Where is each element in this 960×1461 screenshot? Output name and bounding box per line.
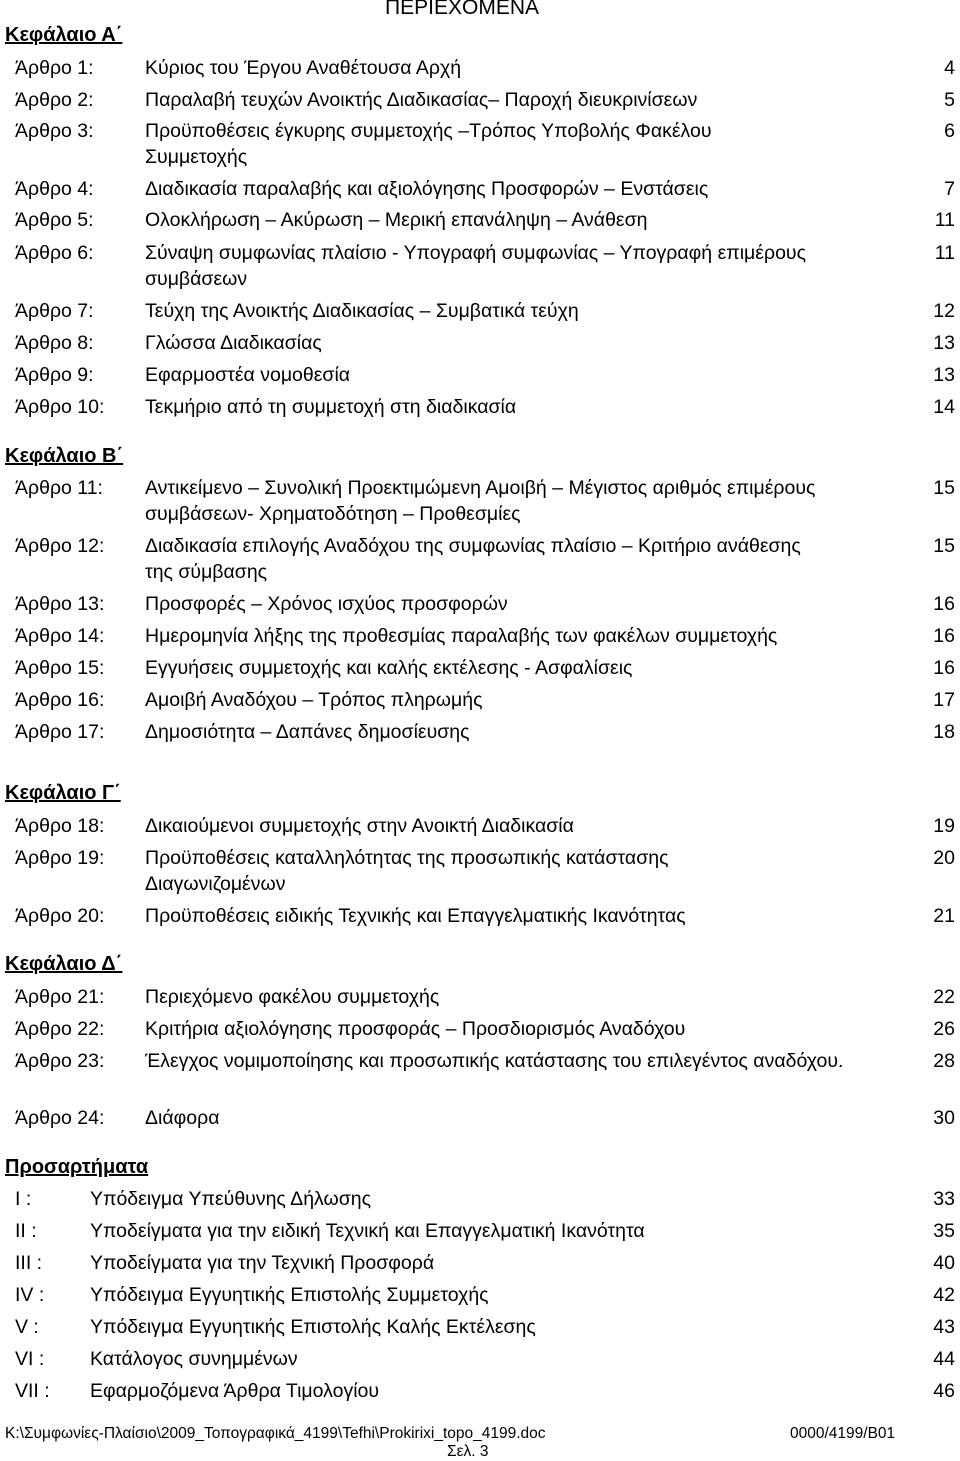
- page-number: 13: [933, 364, 955, 386]
- page-number: 43: [933, 1316, 955, 1338]
- article-title: Προσφορές – Χρόνος ισχύος προσφορών: [145, 593, 508, 615]
- article-title: Δικαιούμενοι συμμετοχής στην Ανοικτή Διαδικασία: [145, 815, 574, 837]
- page-number: 40: [933, 1252, 955, 1274]
- article-number: Άρθρο 9:: [15, 364, 94, 386]
- page-number: 17: [933, 689, 955, 711]
- page-number: 20: [933, 847, 955, 869]
- page-number: 6: [944, 120, 955, 142]
- article-number: Άρθρο 1:: [15, 57, 94, 79]
- page-number: 26: [933, 1018, 955, 1040]
- footer-document-code: 0000/4199/Β01: [790, 1425, 896, 1442]
- article-number: Άρθρο 6:: [15, 242, 94, 264]
- article-number: Άρθρο 20:: [15, 905, 105, 927]
- article-title: Προϋποθέσεις ειδικής Τεχνικής και Επαγγελματικής Ικανότητας: [145, 905, 686, 927]
- appendix-title: Εφαρμοζόμενα Άρθρα Τιμολογίου: [90, 1380, 380, 1402]
- article-title: Προϋποθέσεις έγκυρης συμμετοχής –Τρόπος Υποβολής Φακέλου Συμμετοχής: [145, 120, 712, 168]
- page-number: 35: [933, 1220, 955, 1242]
- article-number: Άρθρο 7:: [15, 300, 94, 322]
- article-title: Δημοσιότητα – Δαπάνες δημοσίευσης: [145, 721, 470, 743]
- page-number: 5: [944, 89, 955, 111]
- appendix-title: Υποδείγματα για την ειδική Τεχνική και Επαγγελματική Ικανότητα: [90, 1220, 645, 1242]
- article-title: Κριτήρια αξιολόγησης προσφοράς – Προσδιορισμός Αναδόχου: [145, 1018, 686, 1040]
- article-title: Παραλαβή τευχών Ανοικτής Διαδικασίας– Παροχή διευκρινίσεων: [145, 89, 698, 111]
- article-number: Άρθρο 21:: [15, 986, 105, 1008]
- page-number: 11: [934, 242, 955, 264]
- article-title: Εγγυήσεις συμμετοχής και καλής εκτέλεσης - Ασφαλίσεις: [145, 657, 633, 679]
- article-number: Άρθρο 11:: [15, 477, 103, 499]
- page-title: ΠΕΡΙΕΧΟΜΕΝΑ: [385, 0, 540, 19]
- article-title: Έλεγχος νομιμοποίησης και προσωπικής κατάστασης του επιλεγέντος αναδόχου.: [145, 1050, 844, 1072]
- page-number: 11: [934, 209, 955, 231]
- article-title: Ολοκλήρωση – Ακύρωση – Μερική επανάληψη – Ανάθεση: [145, 209, 648, 231]
- page-number: 42: [933, 1284, 955, 1306]
- article-title: Τεκμήριο από τη συμμετοχή στη διαδικασία: [145, 396, 517, 418]
- appendix-number: ΙV :: [15, 1284, 45, 1306]
- page-number: 46: [933, 1380, 955, 1402]
- appendix-number: V :: [15, 1316, 39, 1338]
- page-number: 19: [933, 815, 955, 837]
- article-number: Άρθρο 12:: [15, 535, 105, 557]
- page-number: 18: [933, 721, 955, 743]
- page-number: 4: [944, 57, 955, 79]
- appendix-title: Υπόδειγμα Εγγυητικής Επιστολής Συμμετοχής: [90, 1284, 489, 1306]
- article-number: Άρθρο 19:: [15, 847, 105, 869]
- article-title: Αμοιβή Αναδόχου – Τρόπος πληρωμής: [145, 689, 483, 711]
- page-number: 15: [933, 535, 955, 557]
- appendix-number: Ι :: [15, 1188, 32, 1210]
- page-number: 16: [933, 657, 955, 679]
- article-title: Προϋποθέσεις καταλληλότητας της προσωπικής κατάστασης Διαγωνιζομένων: [145, 847, 669, 895]
- article-title: Διαδικασία παραλαβής και αξιολόγησης Προσφορών – Ενστάσεις: [145, 178, 709, 200]
- page-number: 21: [933, 905, 955, 927]
- chapter-a-heading: Κεφάλαιο Α΄: [5, 24, 123, 46]
- appendix-title: Υπόδειγμα Εγγυητικής Επιστολής Καλής Εκτέλεσης: [90, 1316, 536, 1338]
- article-title: Διάφορα: [145, 1107, 220, 1129]
- page-number: 13: [933, 332, 955, 354]
- footer-page-number: Σελ. 3: [447, 1443, 489, 1460]
- article-title: Γλώσσα Διαδικασίας: [145, 332, 322, 354]
- article-number: Άρθρο 16:: [15, 689, 105, 711]
- page-number: 28: [933, 1050, 955, 1072]
- article-number: Άρθρο 18:: [15, 815, 105, 837]
- appendix-number: ΙΙΙ :: [15, 1252, 43, 1274]
- page-number: 30: [933, 1107, 955, 1129]
- footer-file-path: K:\Συμφωνίες-Πλαίσιο\2009_Τοπογραφικά_4199\Tefhi\Prokirixi_topo_4199.doc: [5, 1425, 546, 1442]
- page-number: 33: [933, 1188, 955, 1210]
- article-title: Τεύχη της Ανοικτής Διαδικασίας – Συμβατικά τεύχη: [145, 300, 579, 322]
- article-number: Άρθρο 10:: [15, 396, 105, 418]
- article-number: Άρθρο 15:: [15, 657, 105, 679]
- article-title: Σύναψη συμφωνίας πλαίσιο - Υπογραφή συμφωνίας – Υπογραφή επιμέρους συμβάσεων: [145, 242, 806, 290]
- page-number: 44: [933, 1348, 955, 1370]
- article-number: Άρθρο 4:: [15, 178, 94, 200]
- chapter-c-heading: Κεφάλαιο Γ΄: [5, 782, 121, 804]
- page-number: 15: [933, 477, 955, 499]
- article-number: Άρθρο 23:: [15, 1050, 105, 1072]
- article-number: Άρθρο 5:: [15, 209, 94, 231]
- page-number: 12: [933, 300, 955, 322]
- page-number: 7: [944, 178, 955, 200]
- appendix-number: ΙΙ :: [15, 1220, 37, 1242]
- article-title: Εφαρμοστέα νομοθεσία: [145, 364, 351, 386]
- article-title: Περιεχόμενο φακέλου συμμετοχής: [145, 986, 440, 1008]
- article-number: Άρθρο 13:: [15, 593, 105, 615]
- article-title: Κύριος του Έργου Αναθέτουσα Αρχή: [145, 57, 462, 79]
- article-number: Άρθρο 2:: [15, 89, 94, 111]
- chapter-b-heading: Κεφάλαιο Β΄: [5, 445, 124, 467]
- appendix-title: Υπόδειγμα Υπεύθυνης Δήλωσης: [90, 1188, 371, 1210]
- appendix-number: VI :: [15, 1348, 45, 1370]
- appendix-title: Υποδείγματα για την Τεχνική Προσφορά: [90, 1252, 435, 1274]
- article-number: Άρθρο 3:: [15, 120, 94, 142]
- article-number: Άρθρο 24:: [15, 1107, 105, 1129]
- page-number: 16: [933, 625, 955, 647]
- article-title: Ημερομηνία λήξης της προθεσμίας παραλαβής των φακέλων συμμετοχής: [145, 625, 778, 647]
- page-number: 22: [933, 986, 955, 1008]
- chapter-d-heading: Κεφάλαιο Δ΄: [5, 953, 123, 975]
- article-number: Άρθρο 22:: [15, 1018, 105, 1040]
- appendix-number: VII :: [15, 1380, 50, 1402]
- article-title: Αντικείμενο – Συνολική Προεκτιμώμενη Αμοιβή – Μέγιστος αριθμός επιμέρους συμβάσεων- Χρηματοδότηση – Προθεσμίες: [145, 477, 816, 525]
- article-number: Άρθρο 14:: [15, 625, 105, 647]
- article-number: Άρθρο 8:: [15, 332, 94, 354]
- page-number: 14: [933, 396, 955, 418]
- page-number: 16: [933, 593, 955, 615]
- article-title: Διαδικασία επιλογής Αναδόχου της συμφωνίας πλαίσιο – Κριτήριο ανάθεσης της σύμβασης: [145, 535, 801, 583]
- article-number: Άρθρο 17:: [15, 721, 105, 743]
- appendix-title: Κατάλογος συνημμένων: [90, 1348, 298, 1370]
- appendices-heading: Προσαρτήματα: [5, 1156, 149, 1178]
